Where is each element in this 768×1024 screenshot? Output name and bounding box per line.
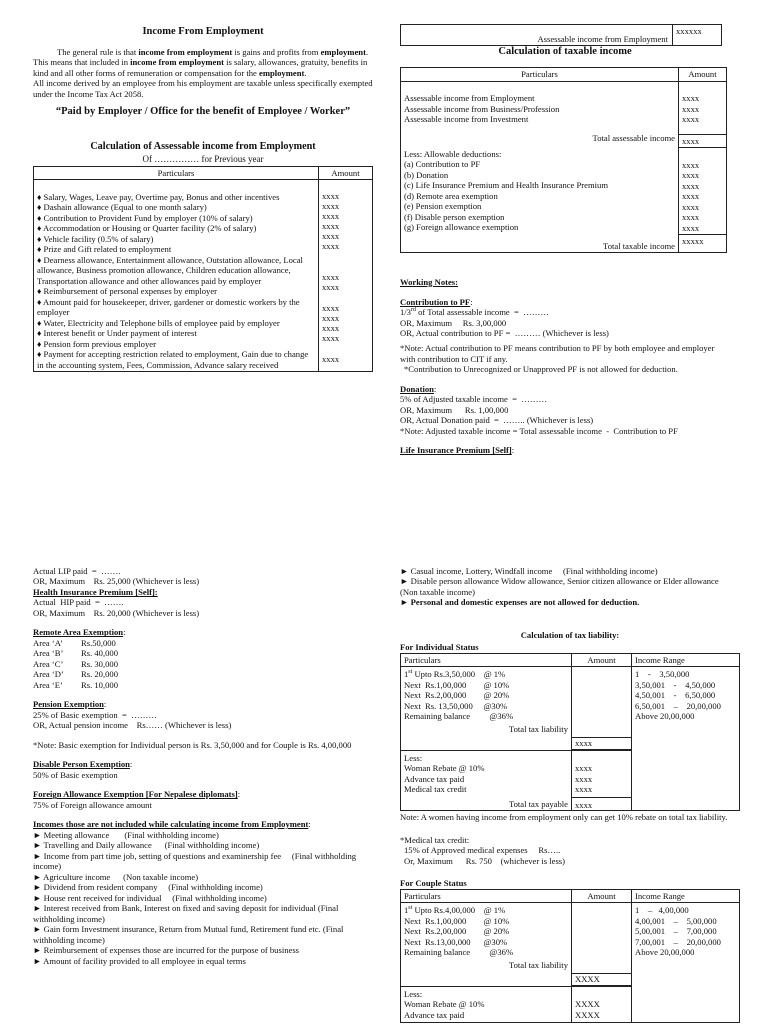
income-line: Assessable income from Investment: [404, 114, 529, 125]
not-included-title: Incomes those are not included while calculating income from Employment: [33, 819, 309, 830]
amount-value: xxxx: [322, 322, 340, 333]
amount-value: [575, 989, 628, 999]
income-range: 4,00,001 – 5,00,000: [635, 915, 717, 926]
area-amount: Rs. 10,000: [81, 679, 119, 690]
deduction-line: (b) Donation: [404, 169, 449, 180]
remote-area-row: [33, 648, 373, 658]
amount-value: xxxx: [322, 332, 340, 343]
lip-title: Life Insurance Premium [Self]: [400, 445, 512, 456]
intro-paragraph: [33, 47, 373, 78]
table-row: ♦ Prize and Gift related to employment: [37, 244, 172, 255]
lip-line: Actual LIP paid = …….: [33, 566, 121, 576]
remote-area-row: [33, 680, 373, 690]
amount-value: xxxx: [322, 353, 340, 364]
assessable-summary-box: [400, 24, 722, 46]
disable-line: 50% of Basic exemption: [33, 769, 118, 780]
amount-value: xxxx: [575, 784, 593, 795]
total-taxable-label: Total taxable income: [603, 240, 675, 251]
income-lines: [401, 81, 679, 147]
hip-title: Health Insurance Premium [Self]:: [33, 586, 158, 597]
remote-area-row: [33, 638, 373, 648]
deduction-line: (a) Contribution to PF: [404, 159, 481, 170]
pension-line: OR, Actual pension income Rs…… (Whichever is less): [33, 720, 232, 731]
total-assessable-label: Total assessable income: [592, 132, 675, 143]
amount-value: xxxx: [322, 281, 340, 292]
amount-value: xxxx: [682, 180, 700, 191]
range-cell: [632, 667, 740, 811]
amount-value: xxxx: [682, 191, 700, 202]
less-line: Less:: [404, 988, 423, 999]
donation-title: Donation: [400, 383, 434, 394]
deduction-line: (c) Life Insurance Premium and Health Insurance Premium: [404, 180, 609, 191]
table-row: ♦ Water, Electricity and Telephone bills of employee paid by employer: [37, 317, 280, 328]
exemptions-section: Actual LIP paid = ……. OR, Maximum Rs. 25,000 (Whichever is less) Health Insurance Premium [Self]: Actual HIP paid = ……. OR, Maximum Rs. 20,000 (Whichever is less) Remote Area Exemption: Area ‘A’ Rs.50,000 Area ‘B’ Rs. 40,000 Area ‘C’ Rs. 30,000 Area ‘D’ Rs. 20,000 Area ‘E’ Rs. 10,000 Pension Exemption: 25% of Basic exemption = ……… OR, Actual pension income Rs…… (Whichever is less) *Note: Basic exemption for Individual person is Rs. 3,50,000 and for Couple is Rs. 4,00,000 Disable Person Exemption: 50% of Basic exemption Foreign Allowance Exemption [For Nepalese diplomats]: 75% of Foreign allowance amount Incomes those are not included while calculating income from Employment: ► Meeting allowance (Final withholding income) ► Travelling and Daily allowance (Final withholding income) ► Income from part time job, setting of questions and examinership fee (Final withholding income) ► Agriculture income (Non taxable income) ► Dividend from resident company (Final withholding income) ► House rent received for individual (Final withholding income) ► Interest received from Bank, Interest on fixed and saving deposit for individual (Final withholding income) ► Gain form Investment insurance, Return from Mutual fund, Retirement fund etc. (Final withholding income) ► Reimbursement of expenses those are incurred for the purpose of business ► Amount of facility provided to all employee in equal terms: [33, 566, 373, 966]
couple-total-label: Total tax liability: [508, 959, 568, 970]
table-row: [34, 180, 373, 372]
tax-slab: Next Rs.13,00,000 @30%: [404, 936, 508, 947]
less-line: Medical tax credit: [404, 784, 467, 795]
income-range: 1 – 4,00,000: [635, 905, 689, 916]
lip-line: OR, Maximum Rs. 25,000 (Whichever is less): [33, 576, 200, 587]
hip-line: Actual HIP paid = …….: [33, 597, 124, 608]
slab-cell: [401, 903, 572, 986]
not-allowed-line: ► Personal and domestic expenses are not allowed for deduction.: [400, 597, 640, 608]
table-row: [401, 81, 727, 147]
income-amounts: [679, 81, 727, 147]
amount-value: xxxx: [322, 230, 340, 241]
pf-block: Contribution to PF: 1/3rd of Total assessable income = ……… OR, Maximum Rs. 3,00,000 OR, Actual contribution to PF = ……… (Whichever is less) *Note: Actual contribution to PF means contribution to PF by both employee and employer with contribution to CIT if any. *Contribution to Unrecognized or Unapproved PF is not allowed for deduction.: [400, 297, 730, 375]
tax-slab: Next Rs. 13,50,000 @30%: [404, 700, 508, 711]
pension-line: 25% of Basic exemption = ………: [33, 709, 157, 720]
col-particulars: Particulars: [401, 68, 679, 81]
list-item: ► Amount of facility provided to all employee in equal terms: [33, 955, 246, 966]
working-notes-title: Working Notes:: [400, 277, 459, 288]
col-amount: Amount: [572, 889, 632, 902]
col-amount: Amount: [572, 653, 632, 666]
less-cell: [401, 986, 572, 1022]
tax-slab: Next Rs.1,00,000 @ 10%: [404, 915, 510, 926]
list-item: ► Income from part time job, setting of questions and examinership fee (Final withholding income): [33, 850, 359, 872]
pf-note-1: *Note: Actual contribution to PF means contribution to PF by both employee and employer with contribution to CIT if any.: [400, 343, 715, 364]
couple-status-title: For Couple Status: [400, 878, 467, 889]
area-amount: Rs. 40,000: [81, 648, 119, 659]
tax-slab: Remaining balance @36%: [404, 947, 514, 958]
amount-cell: [572, 667, 632, 750]
taxable-income-section: [400, 24, 730, 456]
area-amount: Rs. 20,000: [81, 669, 119, 680]
deduction-line: Less: Allowable deductions:: [404, 148, 502, 159]
table-row: [401, 667, 740, 750]
amount-value: xxxx: [575, 763, 593, 774]
women-rebate-note: Note: A women having income from employment only can get 10% rebate on total tax liability.: [400, 812, 728, 823]
disable-title: Disable Person Exemption: [33, 759, 130, 770]
table-row: ♦ Accommodation or Housing or Quarter facility (2% of salary): [37, 223, 257, 234]
pension-title: Pension Exemption: [33, 699, 104, 710]
amount-value: xxxx: [682, 159, 700, 170]
foreign-allowance-title: Foreign Allowance Exemption [For Nepalese diplomats]: [33, 789, 238, 800]
tax-payable-value: xxxx: [572, 797, 631, 810]
amount-value: xxxx: [322, 302, 340, 313]
donation-block: Donation: 5% of Adjusted taxable income = ……… OR, Maximum Rs. 1,00,000 OR, Actual Donation paid = …….. (Whichever is less) *Note: Adjusted taxable income = Total assessable income - Contribution to PF: [400, 384, 730, 436]
less-amount-cell: [572, 986, 632, 1022]
amount-value: xxxx: [322, 240, 340, 251]
amount-value: xxxx: [322, 190, 340, 201]
assessable-summary-label: Assessable income from Employment: [401, 25, 673, 45]
list-item: ► House rent received for individual (Final withholding income): [33, 892, 267, 903]
table-row: [401, 148, 727, 253]
income-range: Above 20,00,000: [635, 711, 695, 722]
medical-line: 15% of Approved medical expenses Rs…..: [404, 845, 561, 856]
taxable-calc-title: Calculation of taxable income: [498, 46, 632, 58]
table-row: [401, 903, 740, 986]
amount-value: xxxx: [682, 93, 700, 104]
donation-line: OR, Maximum Rs. 1,00,000: [400, 404, 509, 415]
couple-total-value: XXXX: [572, 973, 631, 985]
income-range: 4,50,001 - 6,50,000: [635, 690, 716, 701]
assessable-calc-title: Calculation of Assessable income from Employment: [90, 141, 316, 153]
employment-income-section: [33, 20, 373, 372]
table-row: ♦ Payment for accepting restriction related to employment, Gain due to change in the accounting system, Fees, Commission, Advance salary received: [37, 349, 309, 370]
area-label: Area ‘E’: [33, 679, 63, 690]
donation-line: 5% of Adjusted taxable income = ………: [400, 394, 548, 405]
tax-liability-title: Calculation of tax liability: [520, 629, 617, 640]
income-line: Assessable income from Employment: [404, 93, 535, 104]
total-liability-label: Total tax liability: [508, 723, 568, 734]
less-cell: [401, 750, 572, 810]
area-label: Area ‘A’: [33, 637, 63, 648]
list-item: ► Casual income, Lottery, Windfall income (Final withholding income): [400, 566, 658, 576]
intro-text: .: [304, 67, 307, 78]
table-row: ♦ Dearness allowance, Entertainment allowance, Outstation allowance, Local allowance, Business promotion allowance, Children education allowance, Transportation allowance and other allowances paid by employer: [37, 254, 303, 286]
tax-slab: Next Rs.1,00,000 @ 10%: [404, 679, 510, 690]
col-particulars: Particulars: [401, 653, 572, 666]
income-range: 1 - 3,50,000: [635, 669, 690, 680]
pf-title: Contribution to PF: [400, 296, 471, 307]
list-item: ► Disable person allowance Widow allowance, Senior citizen allowance or Elder allowance (Non taxable income): [400, 576, 732, 597]
table-row: ♦ Reimbursement of personal expenses by employer: [37, 286, 218, 297]
basic-exemption-note: *Note: Basic exemption for Individual person is Rs. 3,50,000 and for Couple is Rs. 4,00,000: [33, 739, 352, 750]
amount-value: XXXX: [575, 1009, 600, 1020]
income-range: 6,50,001 – 20,00,000: [635, 700, 721, 711]
deduction-amounts: [679, 148, 727, 253]
bold-term: employment: [320, 46, 366, 57]
deduction-line: (d) Remote area exemption: [404, 190, 498, 201]
intro-text: is salary, allowances, gratuity, benefits in kind and all other forms of remuneration or compensation for the: [33, 57, 368, 78]
col-amount: Amount: [319, 166, 373, 179]
amount-value: [682, 83, 723, 93]
foreign-allowance-line: 75% of Foreign allowance amount: [33, 799, 152, 810]
tax-slab: Remaining balance @36%: [404, 711, 514, 722]
col-amount: Amount: [679, 68, 727, 81]
bold-term: income from employment: [138, 46, 233, 57]
deduction-line: (g) Foreign allowance exemption: [404, 222, 519, 233]
tax-slab: 1st Upto Rs.3,50,000 @ 1%: [404, 669, 506, 680]
assessable-income-table: [33, 166, 373, 372]
amount-value: [682, 149, 723, 159]
amount-value: xxxx: [682, 222, 700, 233]
deduction-lines: [401, 148, 679, 253]
tax-slab: 1st Upto Rs.4,00,000 @ 1%: [404, 905, 506, 916]
amount-value: xxxx: [575, 773, 593, 784]
previous-year-line: Of …………… for Previous year: [142, 153, 264, 164]
area-label: Area ‘C’: [33, 658, 64, 669]
amount-value: [575, 753, 628, 763]
table-row: ♦ Interest benefit or Under payment of interest: [37, 328, 197, 339]
individual-tax-table: [400, 653, 740, 811]
area-label: Area ‘D’: [33, 669, 64, 680]
individual-status-title: For Individual Status: [400, 642, 479, 653]
amount-value: xxxx: [682, 114, 700, 125]
bold-term: employment: [259, 67, 305, 78]
col-particulars: Particulars: [34, 166, 319, 179]
total-taxable-value: xxxxx: [679, 234, 726, 247]
less-amount-cell: [572, 750, 632, 810]
income-range: Above 20,00,000: [635, 947, 695, 958]
area-label: Area ‘B’: [33, 648, 64, 659]
amount-cell: [572, 903, 632, 986]
amount-value: xxxx: [322, 210, 340, 221]
tax-slab: Next Rs.2,00,000 @ 20%: [404, 926, 510, 937]
less-line: Advance tax paid: [404, 773, 465, 784]
list-item: ► Meeting allowance (Final withholding income): [33, 829, 219, 840]
total-assessable-value: xxxx: [679, 134, 726, 147]
medical-credit-title: *Medical tax credit:: [400, 834, 470, 845]
col-particulars: Particulars: [401, 889, 572, 902]
other-incomes-list: [400, 566, 740, 597]
pf-line: OR, Maximum Rs. 3,00,000: [400, 317, 507, 328]
pf-note-2: *Contribution to Unrecognized or Unapproved PF is not allowed for deduction.: [404, 364, 678, 375]
income-line: [404, 83, 675, 93]
total-liability-value: xxxx: [572, 737, 631, 749]
list-item: ► Gain form Investment insurance, Return from Mutual fund, Retirement fund etc. (Final withholding income): [33, 924, 346, 945]
range-cell: [632, 903, 740, 1023]
table-row: ♦ Dashain allowance (Equal to one month salary): [37, 202, 207, 213]
donation-line: OR, Actual Donation paid = …….. (Whichever is less): [400, 415, 594, 426]
list-item: ► Agriculture income (Non taxable income): [33, 871, 199, 882]
amount-cell: [319, 180, 373, 372]
particulars-cell: [34, 180, 319, 372]
deduction-line: (f) Disable person exemption: [404, 211, 505, 222]
medical-credit-lines: [400, 845, 740, 866]
table-row: ♦ Pension form previous employer: [37, 338, 156, 349]
medical-line: Or, Maximum Rs. 750 (whichever is less): [404, 855, 566, 866]
amount-value: xxxx: [682, 212, 700, 223]
amount-value: xxxx: [322, 312, 340, 323]
col-income-range: Income Range: [632, 889, 740, 902]
list-item: ► Reimbursement of expenses those are incurred for the purpose of business: [33, 945, 300, 956]
area-amount: Rs.50,000: [81, 637, 116, 648]
amount-value: xxxx: [682, 103, 700, 114]
list-item: ► Dividend from resident company (Final withholding income): [33, 882, 263, 893]
pf-line: 1/3rd of Total assessable income = ………: [400, 307, 549, 318]
table-row: ♦ Vehicle facility (0.5% of salary): [37, 233, 154, 244]
lip-block: Life Insurance Premium [Self]:: [400, 445, 515, 456]
list-item: ► Interest received from Bank, Interest on fixed and saving deposit for individual (Final withholding income): [33, 903, 341, 924]
tax-liability-section: ► Casual income, Lottery, Windfall income (Final withholding income) ► Disable person allowance Widow allowance, Senior citizen allowance or Elder allowance (Non taxable income) ► Personal and domestic expenses are not allowed for deduction. Calculation of tax liability: For Individual Status Particulars Amount Income Range 1st Upto Rs.3,50,000 @ 1% Next Rs.1,00,000 @ 10% Next Rs.2,00,000 @ 20% Next Rs. 13,50,000 @30% Remaining balance @36% Total tax liability xxxx 1 - 3,50,000 3,50,001 - 4,50,000 4,50,001 - 6,50,000 6,50,001 – 20,00,000 Above 20,00,000 Less: Woman Rebate @ 10% Advance tax paid Medical tax credit Total tax payable xxxx xxxx xxxx xxxx Note: A women having income from employment only can get 10% rebate on total tax liability. *Medical tax credit: 15% of Approved medical expenses Rs….. Or, Maximum Rs. 750 (whichever is less) For Couple Status Particulars Amount Income Range 1st Upto Rs.4,00,000 @ 1% Next Rs.1,00,000 @ 10% Next Rs.2,00,000 @ 20% Next Rs.13,00,000 @30% Remaining balance @36% Total tax liability XXXX 1 – 4,00,000 4,00,001 – 5,00,000 5,00,001 – 7,00,000 7,00,001 – 20,00,000 Above 20,00,000 Less: Woman Rebate @ 10% Advance tax paid XXXX XXXX: [400, 566, 740, 1023]
remote-area-title: Remote Area Exemption: [33, 627, 124, 638]
bold-term: income from employment: [130, 57, 225, 68]
less-line: Woman Rebate @ 10%: [404, 763, 485, 774]
income-range: 7,00,001 – 20,00,000: [635, 936, 721, 947]
deduction-line: (e) Pension exemption: [404, 201, 482, 212]
table-row: ♦ Contribution to Provident Fund by employer (10% of salary): [37, 212, 253, 223]
table-row: [37, 181, 315, 191]
amount-value: XXXX: [575, 999, 600, 1010]
intro-text: . This means that included in: [33, 46, 369, 68]
donation-line: *Note: Adjusted taxable income = Total assessable income - Contribution to PF: [400, 425, 678, 436]
table-row: ♦ Salary, Wages, Leave pay, Overtime pay, Bonus and other incentives: [37, 191, 280, 202]
amount-value: xxxx: [322, 271, 340, 282]
slab-cell: [401, 667, 572, 750]
tax-payable-label: Total tax payable: [508, 798, 568, 809]
less-line: Woman Rebate @ 10%: [404, 999, 485, 1010]
hip-line: OR, Maximum Rs. 20,000 (Whichever is less): [33, 607, 200, 618]
list-item: ► Travelling and Daily allowance (Final withholding income): [33, 840, 260, 851]
remote-area-list: [33, 638, 373, 690]
page-title: Income From Employment: [142, 26, 264, 37]
income-range: 5,00,001 – 7,00,000: [635, 926, 717, 937]
intro-text: is gains and profits from: [232, 46, 321, 57]
col-income-range: Income Range: [632, 653, 740, 666]
amount-value: xxxx: [322, 220, 340, 231]
pf-line: OR, Actual contribution to PF = ……… (Whichever is less): [400, 327, 609, 338]
couple-tax-table: [400, 889, 740, 1023]
less-line: Less:: [404, 752, 423, 763]
income-range: 3,50,001 - 4,50,000: [635, 679, 716, 690]
intro-text: The general rule is that: [57, 46, 139, 57]
less-line: Advance tax paid: [404, 1009, 465, 1020]
area-amount: Rs. 30,000: [81, 658, 119, 669]
amount-value: xxxx: [322, 200, 340, 211]
not-included-list: [33, 830, 373, 966]
remote-area-row: [33, 669, 373, 679]
income-line: Assessable income from Business/Profession: [404, 103, 560, 114]
amount-value: xxxx: [682, 201, 700, 212]
tax-slab: Next Rs.2,00,000 @ 20%: [404, 690, 510, 701]
taxable-income-table: [400, 67, 727, 253]
amount-value: xxxx: [682, 170, 700, 181]
paid-by-employer-heading: “Paid by Employer / Office for the benefit of Employee / Worker”: [55, 106, 351, 118]
taxable-paragraph: All income derived by an employee from his employment are taxable unless specifically exempted under the Income Tax Act 2058.: [33, 78, 373, 99]
table-row: ♦ Amount paid for housekeeper, driver, gardener or domestic workers by the employer: [37, 296, 300, 318]
remote-area-row: [33, 659, 373, 669]
assessable-summary-value: xxxxxx: [676, 26, 702, 36]
